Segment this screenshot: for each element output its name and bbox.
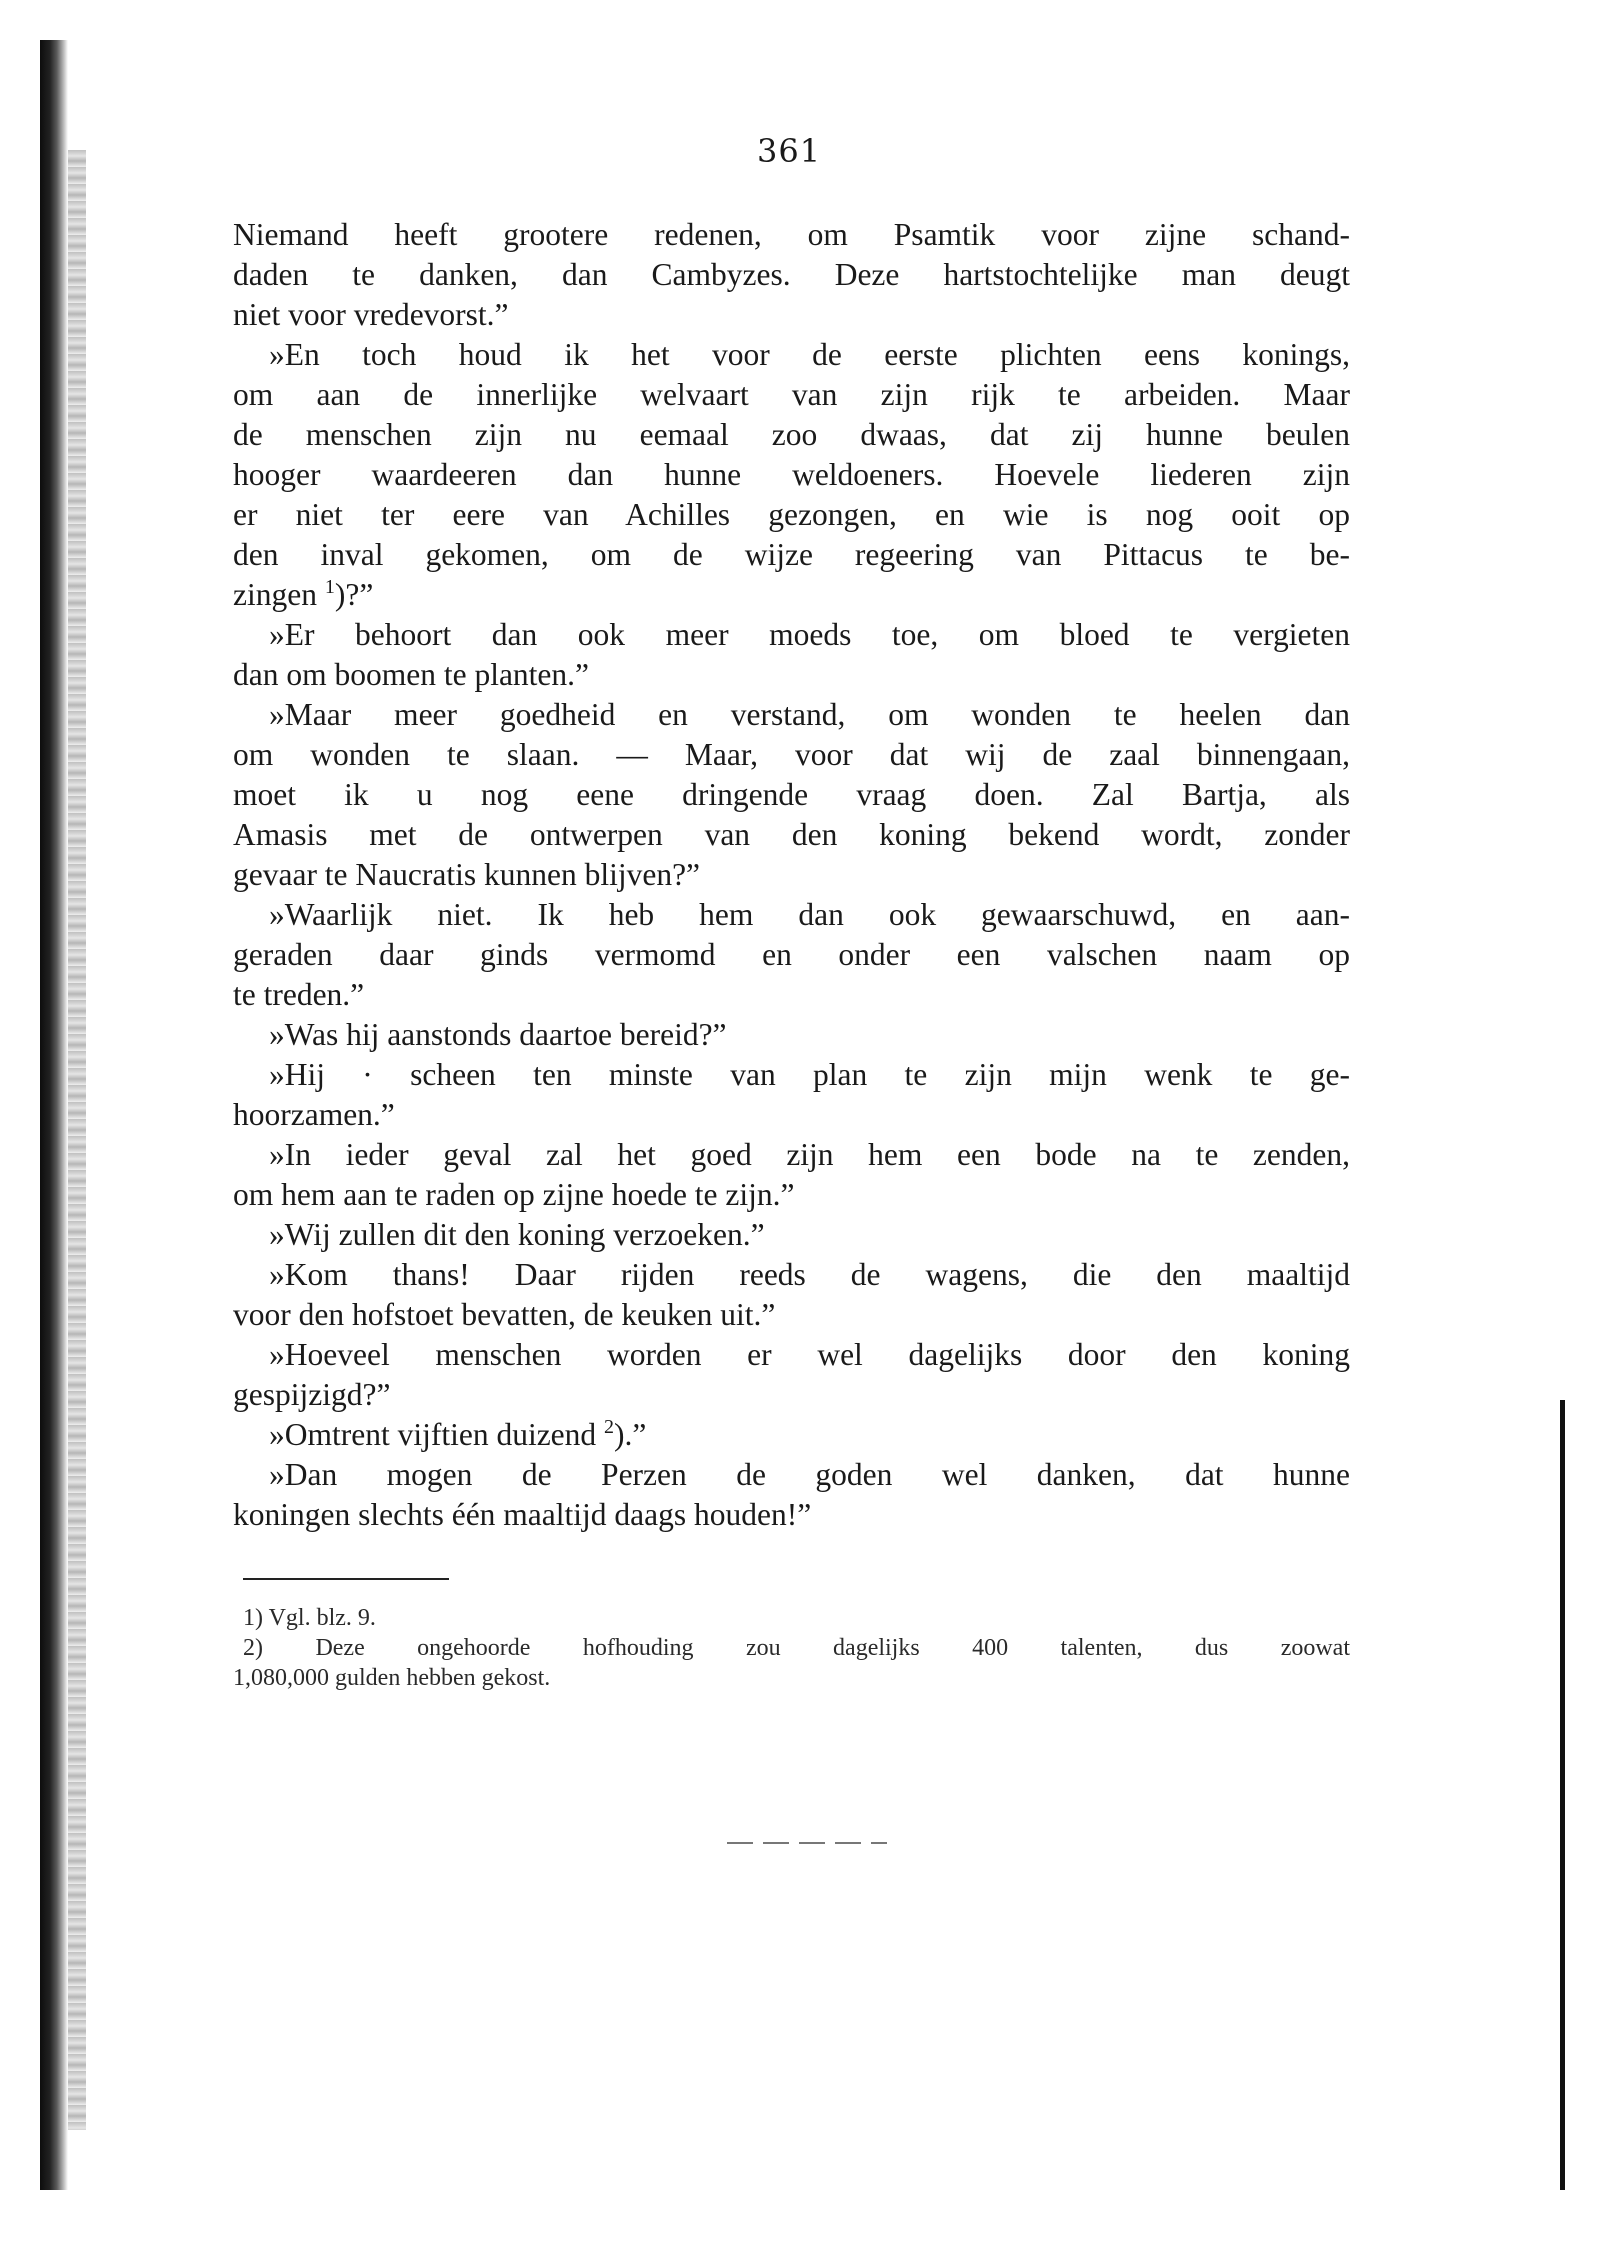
text-line: hoorzamen.”: [233, 1097, 395, 1132]
text-line: gespijzigd?”: [233, 1377, 391, 1412]
footnote-ref-1: 1: [324, 576, 335, 598]
text-line: »Wij zullen dit den koning verzoeken.”: [269, 1217, 765, 1252]
text-line: »En toch houd ik het voor de eerste plichten eens konings,: [269, 337, 1350, 372]
footnote-text: Deze ongehoorde hofhouding zou dagelijks 400 talenten, dus zoowat: [315, 1635, 1351, 1661]
bottom-dash-marks: [727, 1842, 887, 1844]
text-line: voor den hofstoet bevatten, de keuken uit.”: [233, 1297, 776, 1332]
footnote-ref-2: 2: [604, 1416, 615, 1438]
text-line: geraden daar ginds vermomd en onder een valschen naam op: [233, 937, 1350, 972]
text-line-with-footnote: [233, 1415, 1350, 1455]
text-line: om aan de innerlijke welvaart van zijn rijk te arbeiden. Maar: [233, 377, 1350, 412]
text-line: gevaar te Naucratis kunnen blijven?”: [233, 857, 701, 892]
text-line: Amasis met de ontwerpen van den koning bekend wordt, zonder: [233, 817, 1350, 852]
text-line: »Dan mogen de Perzen de goden wel danken, dat hunne: [269, 1457, 1350, 1492]
text-fragment: ).”: [614, 1417, 647, 1452]
binding-shadow: [40, 40, 68, 2190]
text-line: niet voor vredevorst.”: [233, 297, 509, 332]
text-fragment: »Omtrent vijftien duizend: [269, 1417, 597, 1452]
text-line: »In ieder geval zal het goed zijn hem een bode na te zenden,: [269, 1137, 1350, 1172]
text-line: er niet ter eere van Achilles gezongen, en wie is nog ooit op: [233, 497, 1350, 532]
footnotes: [233, 1603, 1350, 1693]
text-line: daden te danken, dan Cambyzes. Deze hartstochtelijke man deugt: [233, 257, 1350, 292]
right-page-edge: [1560, 1400, 1565, 2190]
text-line: hooger waardeeren dan hunne weldoeners. Hoevele liederen zijn: [233, 457, 1350, 492]
text-line-with-footnote: [233, 575, 1350, 615]
binding-texture: [68, 150, 86, 2130]
footnote-label: 1): [243, 1605, 263, 1631]
text-line: »Hij · scheen ten minste van plan te zijn mijn wenk te ge-: [269, 1057, 1350, 1092]
text-line: »Waarlijk niet. Ik heb hem dan ook gewaarschuwd, en aan-: [269, 897, 1350, 932]
text-line: te treden.”: [233, 977, 365, 1012]
page-number: 361: [757, 132, 822, 170]
text-fragment: zingen: [233, 577, 317, 612]
text-fragment: )?”: [334, 577, 374, 612]
footnote-2: [233, 1633, 1350, 1663]
text-line: koningen slechts één maaltijd daags houden!”: [233, 1497, 812, 1532]
footnote-text: 1,080,000 gulden hebben gekost.: [233, 1665, 551, 1691]
text-line: om hem aan te raden op zijne hoede te zijn.”: [233, 1177, 795, 1212]
text-line: om wonden te slaan. — Maar, voor dat wij de zaal binnengaan,: [233, 737, 1350, 772]
text-line: »Hoeveel menschen worden er wel dagelijks door den koning: [269, 1337, 1350, 1372]
text-line: »Kom thans! Daar rijden reeds de wagens, die den maaltijd: [269, 1257, 1350, 1292]
footnote-text: Vgl. blz. 9.: [268, 1605, 376, 1631]
text-line: »Was hij aanstonds daartoe bereid?”: [269, 1017, 727, 1052]
footnote-1: [233, 1603, 1350, 1633]
footnote-label: 2): [243, 1635, 263, 1661]
footnote-2-continued: [233, 1663, 1350, 1693]
text-line: dan om boomen te planten.”: [233, 657, 590, 692]
footnote-divider: [243, 1578, 449, 1580]
text-line: moet ik u nog eene dringende vraag doen. Zal Bartja, als: [233, 777, 1350, 812]
text-line: den inval gekomen, om de wijze regeering van Pittacus te be-: [233, 537, 1350, 572]
text-line: »Maar meer goedheid en verstand, om wonden te heelen dan: [269, 697, 1350, 732]
body-text: [233, 215, 1350, 1535]
text-line: de menschen zijn nu eemaal zoo dwaas, dat zij hunne beulen: [233, 417, 1350, 452]
text-line: Niemand heeft grootere redenen, om Psamtik voor zijne schand-: [233, 217, 1350, 252]
text-line: »Er behoort dan ook meer moeds toe, om bloed te vergieten: [269, 617, 1350, 652]
